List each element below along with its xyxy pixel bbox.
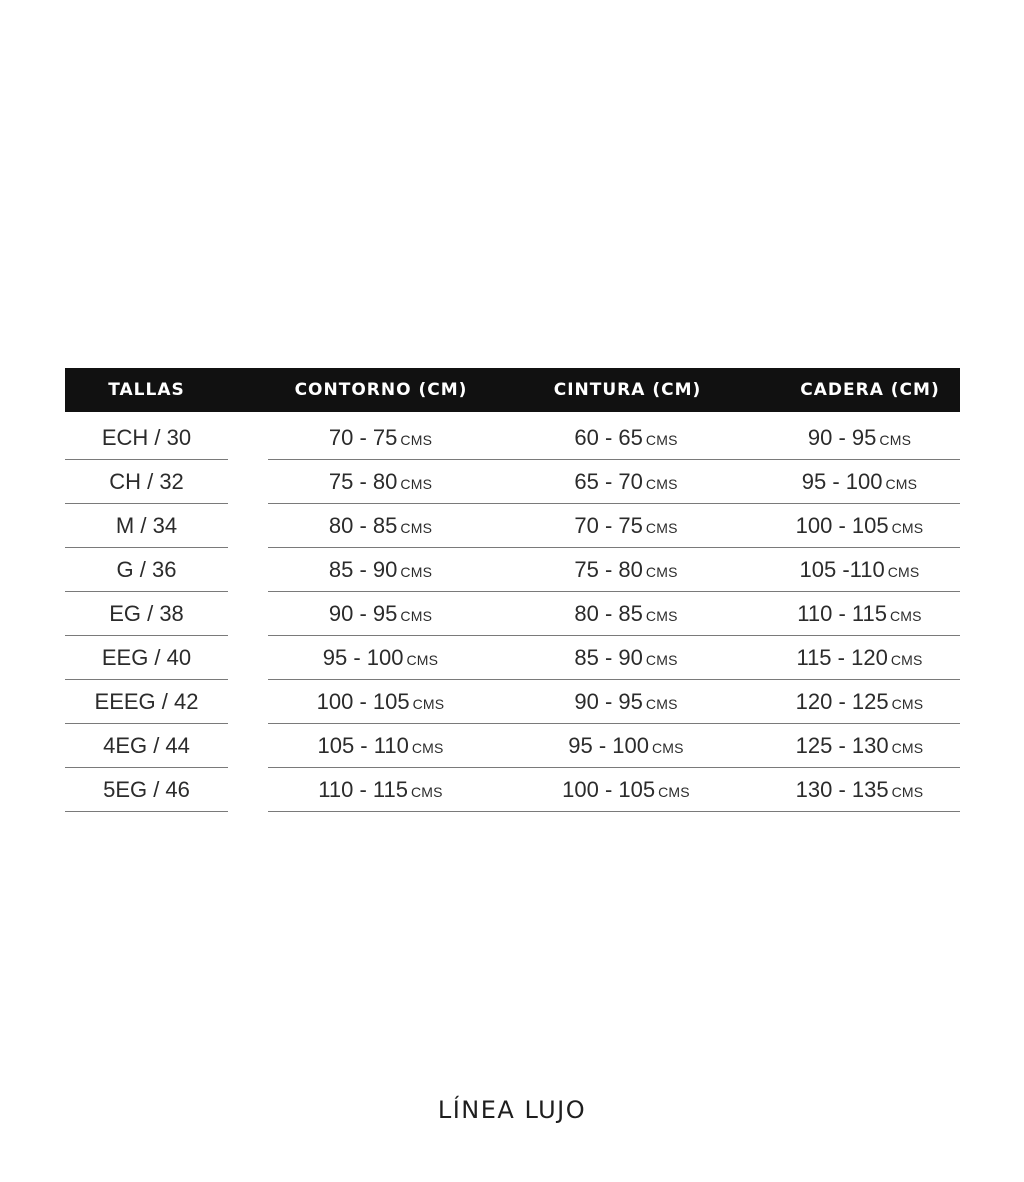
unit-label: CMS xyxy=(645,432,678,448)
contorno-value: 100 - 105 xyxy=(316,689,410,714)
contorno-value: 95 - 100 xyxy=(322,645,404,670)
contorno-value: 75 - 80 xyxy=(328,469,398,494)
cintura-cell xyxy=(493,592,759,635)
cintura-cell xyxy=(493,504,759,547)
unit-label: CMS xyxy=(891,740,924,756)
unit-label: CMS xyxy=(645,564,678,580)
unit-label: CMS xyxy=(645,608,678,624)
cintura-value: 100 - 105 xyxy=(562,777,656,802)
cadera-cell xyxy=(759,504,960,547)
size-cell: CH / 32 xyxy=(65,460,228,504)
cadera-value: 125 - 130 xyxy=(795,733,889,758)
contorno-cell xyxy=(268,548,493,591)
cadera-cell xyxy=(759,680,960,723)
cintura-value: 70 - 75 xyxy=(574,513,643,538)
contorno-cell xyxy=(268,504,493,547)
row-divider xyxy=(268,811,960,812)
unit-label: CMS xyxy=(400,476,433,492)
cintura-value: 65 - 70 xyxy=(574,469,643,494)
table-row xyxy=(65,504,960,548)
cintura-value: 80 - 85 xyxy=(574,601,643,626)
unit-label: CMS xyxy=(645,652,678,668)
cintura-value: 60 - 65 xyxy=(574,425,643,450)
unit-label: CMS xyxy=(658,784,690,800)
unit-label: CMS xyxy=(645,696,678,712)
cintura-cell xyxy=(493,724,759,767)
cintura-cell xyxy=(493,416,759,459)
contorno-cell xyxy=(268,724,493,767)
cintura-value: 85 - 90 xyxy=(574,645,643,670)
table-row xyxy=(65,592,960,636)
contorno-value: 105 - 110 xyxy=(317,733,409,758)
size-table-body xyxy=(65,416,960,812)
table-row xyxy=(65,548,960,592)
unit-label: CMS xyxy=(652,740,684,756)
size-cell: ECH / 30 xyxy=(65,416,228,460)
cintura-value: 75 - 80 xyxy=(574,557,643,582)
table-row xyxy=(65,768,960,812)
cadera-value: 100 - 105 xyxy=(795,513,889,538)
cintura-value: 90 - 95 xyxy=(574,689,643,714)
cadera-cell xyxy=(759,416,960,459)
contorno-cell xyxy=(268,460,493,503)
cadera-value: 105 -110 xyxy=(799,557,885,582)
size-cell: M / 34 xyxy=(65,504,228,548)
contorno-value: 85 - 90 xyxy=(328,557,398,582)
unit-label: CMS xyxy=(891,520,924,536)
unit-label: CMS xyxy=(400,520,433,536)
contorno-cell xyxy=(268,768,493,811)
contorno-cell xyxy=(268,680,493,723)
unit-label: CMS xyxy=(411,740,444,756)
unit-label: CMS xyxy=(879,432,912,448)
header-cintura: CINTURA (CM) xyxy=(553,380,702,400)
unit-label: CMS xyxy=(889,608,922,624)
cadera-cell xyxy=(759,636,960,679)
contorno-value: 80 - 85 xyxy=(328,513,398,538)
cintura-cell xyxy=(493,460,759,503)
cadera-cell xyxy=(759,592,960,635)
size-cell: 5EG / 46 xyxy=(65,768,228,812)
cadera-value: 120 - 125 xyxy=(795,689,889,714)
size-cell: EEEG / 42 xyxy=(65,680,228,724)
contorno-value: 90 - 95 xyxy=(328,601,398,626)
unit-label: CMS xyxy=(885,476,918,492)
cintura-cell xyxy=(493,548,759,591)
cadera-value: 130 - 135 xyxy=(795,777,889,802)
unit-label: CMS xyxy=(890,652,923,668)
table-header xyxy=(65,368,960,412)
contorno-value: 110 - 115 xyxy=(318,777,408,802)
header-cadera: CADERA (CM) xyxy=(800,380,940,400)
header-contorno: CONTORNO (CM) xyxy=(294,380,468,400)
collection-title: LÍNEA LUJO xyxy=(437,1096,587,1124)
contorno-value: 70 - 75 xyxy=(328,425,398,450)
cadera-cell xyxy=(759,768,960,811)
contorno-cell xyxy=(268,416,493,459)
cintura-cell xyxy=(493,680,759,723)
unit-label: CMS xyxy=(891,696,924,712)
cadera-cell xyxy=(759,724,960,767)
table-row xyxy=(65,460,960,504)
cadera-cell xyxy=(759,548,960,591)
size-cell: G / 36 xyxy=(65,548,228,592)
cadera-cell xyxy=(759,460,960,503)
size-cell: EG / 38 xyxy=(65,592,228,636)
header-tallas: TALLAS xyxy=(108,380,185,400)
unit-label: CMS xyxy=(887,564,920,580)
contorno-cell xyxy=(268,636,493,679)
contorno-cell xyxy=(268,592,493,635)
cadera-value: 115 - 120 xyxy=(796,645,888,670)
unit-label: CMS xyxy=(400,608,433,624)
cadera-value: 90 - 95 xyxy=(807,425,877,450)
unit-label: CMS xyxy=(400,432,433,448)
table-row xyxy=(65,416,960,460)
unit-label: CMS xyxy=(406,652,439,668)
cadera-value: 110 - 115 xyxy=(797,601,887,626)
table-row xyxy=(65,680,960,724)
unit-label: CMS xyxy=(891,784,924,800)
table-row xyxy=(65,636,960,680)
unit-label: CMS xyxy=(410,784,443,800)
size-cell: EEG / 40 xyxy=(65,636,228,680)
cintura-value: 95 - 100 xyxy=(568,733,649,758)
cintura-cell xyxy=(493,768,759,811)
unit-label: CMS xyxy=(645,476,678,492)
cintura-cell xyxy=(493,636,759,679)
unit-label: CMS xyxy=(412,696,445,712)
cadera-value: 95 - 100 xyxy=(801,469,883,494)
unit-label: CMS xyxy=(645,520,678,536)
unit-label: CMS xyxy=(400,564,433,580)
table-row xyxy=(65,724,960,768)
size-cell: 4EG / 44 xyxy=(65,724,228,768)
